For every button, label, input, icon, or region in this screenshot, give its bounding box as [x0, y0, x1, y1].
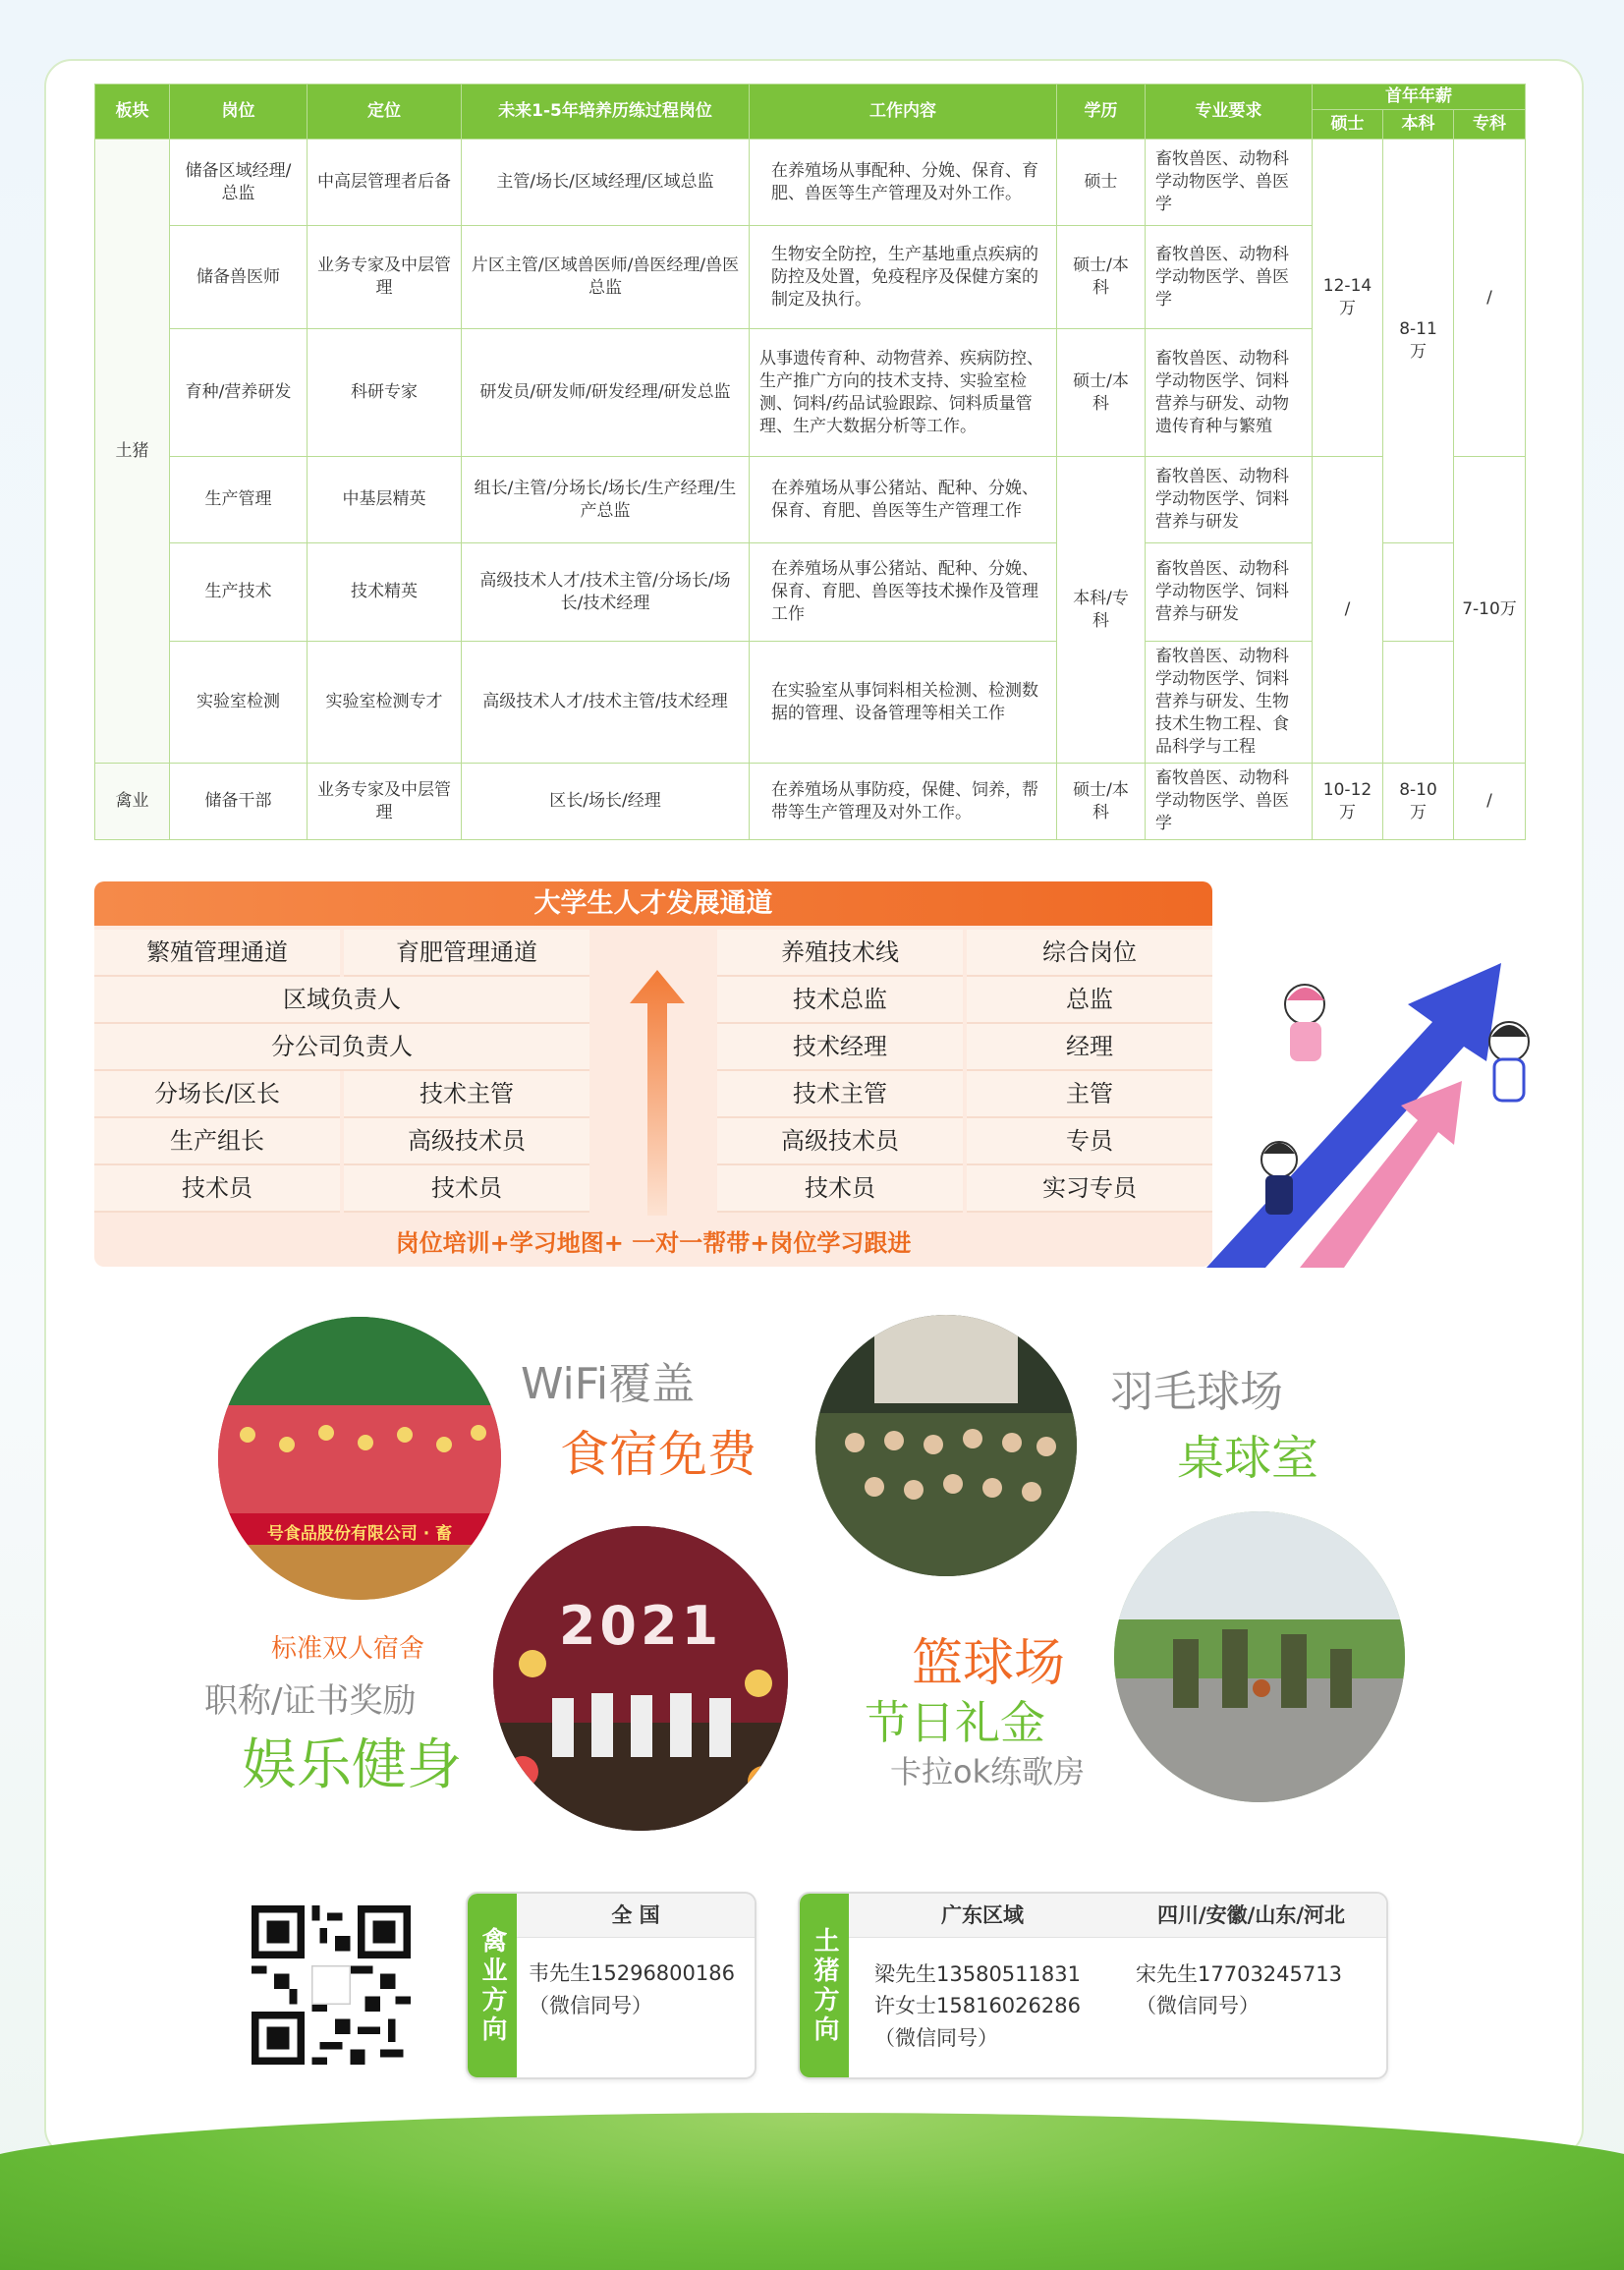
- poultry-side-label: 禽业方向: [468, 1894, 517, 2077]
- right-cell: 主管: [967, 1071, 1212, 1118]
- benefit-badminton: 羽毛球场: [1110, 1367, 1283, 1417]
- degree-cell: 硕士: [1057, 140, 1146, 226]
- header-content: 工作内容: [750, 85, 1057, 140]
- pig-contact-phone: 许女士15816026286: [874, 1994, 1081, 2017]
- basketball-photo: [1114, 1511, 1405, 1802]
- banner-text: 号食品股份有限公司 · 畜: [266, 1524, 453, 1544]
- table-row: [95, 543, 1526, 642]
- growth-arrows-illustration: [1206, 943, 1580, 1268]
- content-cell: 在养殖场从事公猪站、配种、分娩、保育、育肥、兽医等技术操作及管理工作: [750, 543, 1057, 642]
- path-cell: 高级技术人才/技术主管/技术经理: [462, 642, 750, 764]
- salary-master-cell: 10-12万: [1313, 764, 1383, 840]
- right-cell: 经理: [967, 1024, 1212, 1071]
- benefit-cert: 职称/证书奖励: [204, 1681, 417, 1721]
- benefit-ktv: 卡拉ok练歌房: [890, 1753, 1086, 1790]
- table-row: [95, 457, 1526, 543]
- role-cell: 业务专家及中层管理: [308, 226, 462, 329]
- pig-contact-card: [798, 1892, 1388, 2079]
- military-group-image: [815, 1315, 1077, 1576]
- left-cell: 技术员: [344, 1165, 589, 1213]
- left-header-fattening: 育肥管理通道: [344, 930, 589, 977]
- benefit-holiday: 节日礼金: [865, 1696, 1045, 1749]
- major-cell: 畜牧兽医、动物科学动物医学、饲料营养与研发: [1146, 543, 1313, 642]
- salary-bachelor-cell: [1383, 543, 1454, 642]
- content-cell: 在养殖场从事防疫，保健、饲养，帮带等生产管理及对外工作。: [750, 764, 1057, 840]
- right-header-tech: 养殖技术线: [717, 930, 963, 977]
- right-cell: 高级技术员: [717, 1118, 963, 1165]
- left-cell: 高级技术员: [344, 1118, 589, 1165]
- salary-master-cell: 12-14万: [1313, 140, 1383, 457]
- table-row: [95, 226, 1526, 329]
- right-cell: 技术总监: [717, 977, 963, 1024]
- table-row: [95, 642, 1526, 764]
- group-photo-2: [815, 1315, 1077, 1576]
- salary-bachelor-cell: 8-11万: [1383, 140, 1454, 543]
- header-master: 硕士: [1313, 110, 1383, 140]
- content-cell: 在实验室从事饲料相关检测、检测数据的管理、设备管理等相关工作: [750, 642, 1057, 764]
- major-cell: 畜牧兽医、动物科学动物医学、饲料营养与研发、生物技术生物工程、食品科学与工程: [1146, 642, 1313, 764]
- header-position: 岗位: [170, 85, 308, 140]
- benefit-basketball: 篮球场: [912, 1634, 1066, 1693]
- path-cell: 片区主管/区域兽医师/兽医经理/兽医总监: [462, 226, 750, 329]
- header-path: 未来1-5年培养历练过程岗位: [462, 85, 750, 140]
- position-cell: 生产管理: [170, 457, 308, 543]
- salary-bachelor-cell: [1383, 642, 1454, 764]
- salary-master-cell: /: [1313, 457, 1383, 764]
- header-role: 定位: [308, 85, 462, 140]
- group-photo-1: [218, 1317, 501, 1600]
- salary-college-cell: /: [1454, 764, 1526, 840]
- table-row: [95, 764, 1526, 840]
- salary-bachelor-cell: 8-10万: [1383, 764, 1454, 840]
- major-cell: 畜牧兽医、动物科学动物医学、兽医学: [1146, 140, 1313, 226]
- career-title: 大学生人才发展通道: [94, 881, 1212, 926]
- right-cell: 专员: [967, 1118, 1212, 1165]
- path-cell: 组长/主管/分场长/场长/生产经理/生产总监: [462, 457, 750, 543]
- right-cell: 总监: [967, 977, 1212, 1024]
- benefit-wifi: WiFi覆盖: [521, 1359, 696, 1409]
- path-cell: 主管/场长/区域经理/区域总监: [462, 140, 750, 226]
- left-header-breeding: 繁殖管理通道: [94, 930, 340, 977]
- left-row-region: 区域负责人: [94, 977, 589, 1024]
- position-cell: 实验室检测: [170, 642, 308, 764]
- year-sign: 2021: [558, 1595, 723, 1657]
- right-header-general: 综合岗位: [967, 930, 1212, 977]
- pig-region-header-other: 四川/安徽/山东/河北: [1116, 1894, 1386, 1938]
- table-row: [95, 140, 1526, 226]
- sector-cell: 土猪: [95, 140, 170, 764]
- major-cell: 畜牧兽医、动物科学动物医学、兽医学: [1146, 764, 1313, 840]
- poultry-region-header: 全 国: [517, 1894, 755, 1938]
- pig-contact-note: （微信同号）: [1136, 1994, 1260, 2017]
- party-photo: [493, 1526, 788, 1831]
- job-table: [94, 84, 1526, 840]
- benefit-food: 食宿免费: [560, 1426, 756, 1483]
- role-cell: 科研专家: [308, 329, 462, 457]
- grass-decoration: [0, 2113, 1624, 2270]
- role-cell: 中高层管理者后备: [308, 140, 462, 226]
- path-cell: 研发员/研发师/研发经理/研发总监: [462, 329, 750, 457]
- pig-side-label: 土猪方向: [800, 1894, 849, 2077]
- header-degree: 学历: [1057, 85, 1146, 140]
- left-cell: 生产组长: [94, 1118, 340, 1165]
- right-cell: 技术主管: [717, 1071, 963, 1118]
- path-cell: 区长/场长/经理: [462, 764, 750, 840]
- poultry-contact-phone: 韦先生15296800186: [529, 1961, 735, 1985]
- career-path-panel: [94, 881, 1212, 1267]
- career-footer: 岗位培训+学习地图+ 一对一帮带+岗位学习跟进: [395, 1229, 912, 1257]
- crowd-image: [218, 1317, 501, 1600]
- header-salary: 首年年薪: [1313, 85, 1526, 110]
- path-cell: 高级技术人才/技术主管/分场长/场长/技术经理: [462, 543, 750, 642]
- major-cell: 畜牧兽医、动物科学动物医学、饲料营养与研发、动物遗传育种与繁殖: [1146, 329, 1313, 457]
- degree-cell: 硕士/本科: [1057, 226, 1146, 329]
- role-cell: 技术精英: [308, 543, 462, 642]
- pig-region-header-guangdong: 广东区域: [849, 1894, 1116, 1938]
- position-cell: 储备干部: [170, 764, 308, 840]
- benefit-dorm: 标准双人宿舍: [271, 1634, 425, 1664]
- left-cell: 分场长/区长: [94, 1071, 340, 1118]
- left-row-branch: 分公司负责人: [94, 1024, 589, 1071]
- role-cell: 中基层精英: [308, 457, 462, 543]
- sector-cell: 禽业: [95, 764, 170, 840]
- benefit-billiards: 桌球室: [1177, 1431, 1319, 1486]
- poultry-contact-note: （微信同号）: [529, 1994, 652, 2017]
- pig-contact-note: （微信同号）: [874, 2026, 998, 2050]
- up-arrow-icon: [630, 970, 685, 1216]
- right-cell: 技术经理: [717, 1024, 963, 1071]
- position-cell: 储备区域经理/总监: [170, 140, 308, 226]
- salary-college-cell: 7-10万: [1454, 457, 1526, 764]
- benefit-fun: 娱乐健身: [242, 1733, 462, 1797]
- degree-cell: 硕士/本科: [1057, 329, 1146, 457]
- role-cell: 实验室检测专才: [308, 642, 462, 764]
- degree-cell: 硕士/本科: [1057, 764, 1146, 840]
- poultry-contact-card: [466, 1892, 756, 2079]
- degree-cell: 本科/专科: [1057, 457, 1146, 764]
- header-sector: 板块: [95, 85, 170, 140]
- stage-image: [493, 1526, 788, 1831]
- header-major: 专业要求: [1146, 85, 1313, 140]
- qr-code-icon: [252, 1905, 411, 2065]
- right-cell: 实习专员: [967, 1165, 1212, 1213]
- position-cell: 生产技术: [170, 543, 308, 642]
- position-cell: 育种/营养研发: [170, 329, 308, 457]
- header-college: 专科: [1454, 110, 1526, 140]
- salary-college-cell: /: [1454, 140, 1526, 457]
- header-bachelor: 本科: [1383, 110, 1454, 140]
- role-cell: 业务专家及中层管理: [308, 764, 462, 840]
- content-cell: 在养殖场从事配种、分娩、保育、育肥、兽医等生产管理及对外工作。: [750, 140, 1057, 226]
- table-row: [95, 329, 1526, 457]
- basketball-image: [1114, 1511, 1405, 1802]
- left-cell: 技术员: [94, 1165, 340, 1213]
- content-cell: 在养殖场从事公猪站、配种、分娩、保育、育肥、兽医等生产管理工作: [750, 457, 1057, 543]
- content-cell: 从事遗传育种、动物营养、疾病防控、生产推广方向的技术支持、实验室检测、饲料/药品试验跟踪、饲料质量管理、生产大数据分析等工作。: [750, 329, 1057, 457]
- position-cell: 储备兽医师: [170, 226, 308, 329]
- major-cell: 畜牧兽医、动物科学动物医学、饲料营养与研发: [1146, 457, 1313, 543]
- major-cell: 畜牧兽医、动物科学动物医学、兽医学: [1146, 226, 1313, 329]
- right-cell: 技术员: [717, 1165, 963, 1213]
- pig-contact-phone: 宋先生17703245713: [1136, 1962, 1342, 1986]
- content-cell: 生物安全防控，生产基地重点疾病的防控及处置，免疫程序及保健方案的制定及执行。: [750, 226, 1057, 329]
- left-cell: 技术主管: [344, 1071, 589, 1118]
- pig-contact-phone: 梁先生13580511831: [874, 1962, 1081, 1986]
